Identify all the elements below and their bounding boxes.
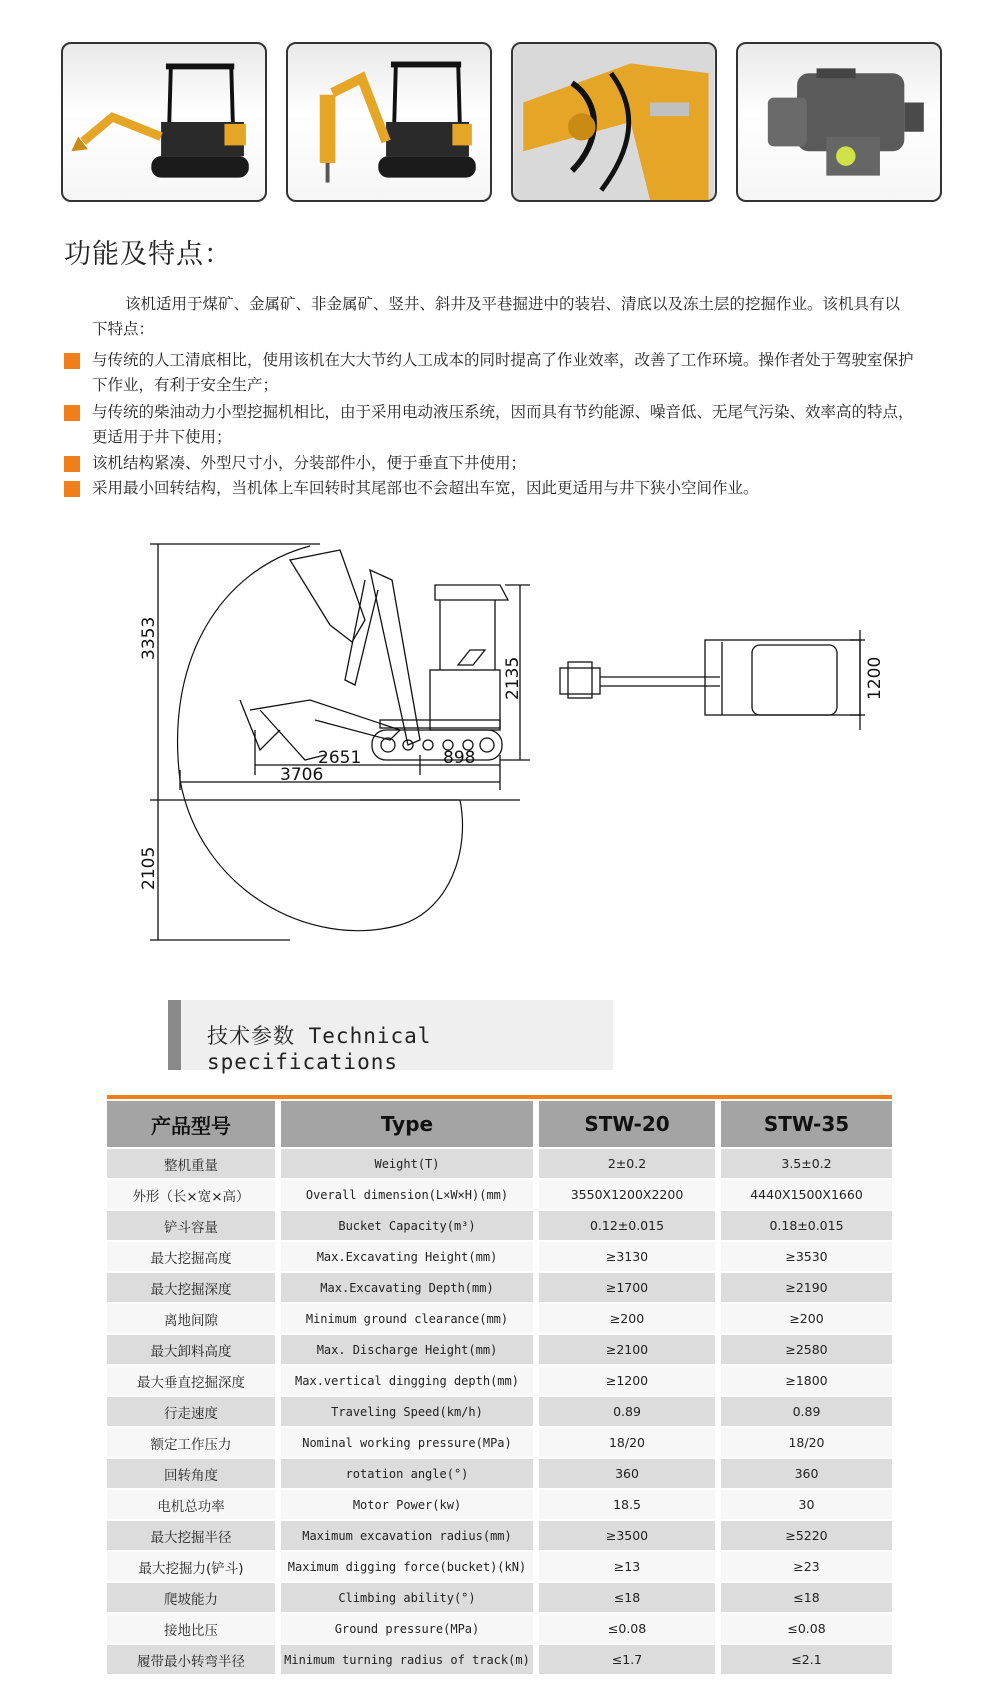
spec-section-title: 技术参数 Technical specifications — [207, 1024, 432, 1074]
dim-max-depth: 2105 — [140, 846, 159, 890]
table-row — [107, 1211, 892, 1240]
cell-stw35: ≥2190 — [721, 1273, 892, 1302]
cell-stw35: 0.18±0.015 — [721, 1211, 892, 1240]
dim-reach-front: 2651 — [318, 748, 362, 768]
cell-param-en: Maximum excavation radius(mm) — [281, 1521, 533, 1550]
cell-stw20: ≥1200 — [539, 1366, 715, 1395]
dim-cab-height: 2135 — [503, 656, 523, 700]
dimension-diagram — [140, 530, 940, 970]
cell-param-en: rotation angle(°) — [281, 1459, 533, 1488]
table-row — [107, 1614, 892, 1643]
photo-strip — [61, 42, 951, 204]
feature-bullet-text: 采用最小回转结构，当机体上车回转时其尾部也不会超出车宽，因此更适用与井下狭小空间作业。 — [92, 479, 759, 497]
cell-stw35: ≥1800 — [721, 1366, 892, 1395]
cell-param-cn: 整机重量 — [107, 1149, 275, 1178]
excavator-scaling-arm-photo — [61, 42, 267, 202]
cell-stw35: 360 — [721, 1459, 892, 1488]
cell-stw35: ≥2580 — [721, 1335, 892, 1364]
cell-stw20: 0.12±0.015 — [539, 1211, 715, 1240]
cell-stw20: ≤0.08 — [539, 1614, 715, 1643]
table-row — [107, 1428, 892, 1457]
cell-param-en: Max.Excavating Height(mm) — [281, 1242, 533, 1271]
cell-stw20: ≥200 — [539, 1304, 715, 1333]
cell-param-cn: 爬坡能力 — [107, 1583, 275, 1612]
boom-hydraulic-closeup-photo — [511, 42, 717, 202]
cell-param-cn: 最大挖掘半径 — [107, 1521, 275, 1550]
cell-param-cn: 铲斗容量 — [107, 1211, 275, 1240]
cell-param-en: Max. Discharge Height(mm) — [281, 1335, 533, 1364]
cell-stw20: 18.5 — [539, 1490, 715, 1519]
cell-param-en: Nominal working pressure(MPa) — [281, 1428, 533, 1457]
header-model: 产品型号 — [107, 1101, 275, 1147]
cell-param-en: Max.Excavating Depth(mm) — [281, 1273, 533, 1302]
cell-stw35: 4440X1500X1660 — [721, 1180, 892, 1209]
cell-stw35: ≥200 — [721, 1304, 892, 1333]
dim-tail: 898 — [443, 748, 476, 768]
cell-stw35: ≥23 — [721, 1552, 892, 1581]
cell-param-en: Weight(T) — [281, 1149, 533, 1178]
header-type: Type — [281, 1101, 533, 1147]
table-row — [107, 1149, 892, 1178]
cell-param-cn: 离地间隙 — [107, 1304, 275, 1333]
cell-stw35: ≥3530 — [721, 1242, 892, 1271]
cell-param-cn: 履带最小转弯半径 — [107, 1645, 275, 1674]
cell-stw35: 3.5±0.2 — [721, 1149, 892, 1178]
table-row — [107, 1645, 892, 1674]
table-row — [107, 1180, 892, 1209]
spec-table — [107, 1095, 892, 1676]
cell-stw35: ≤18 — [721, 1583, 892, 1612]
features-intro: 该机适用于煤矿、金属矿、非金属矿、竖井、斜井及平巷掘进中的装岩、清底以及冻土层的挖掘作业。该机具有以下特点： — [92, 295, 901, 338]
cell-param-cn: 最大挖掘力(铲斗) — [107, 1552, 275, 1581]
table-row — [107, 1459, 892, 1488]
cell-param-cn: 最大垂直挖掘深度 — [107, 1366, 275, 1395]
table-row — [107, 1521, 892, 1550]
cell-param-en: Max.vertical dingging depth(mm) — [281, 1366, 533, 1395]
feature-bullet-text: 该机结构紧凑、外型尺寸小，分装部件小，便于垂直下井使用； — [92, 454, 527, 472]
table-header-row — [107, 1101, 892, 1147]
orange-square-icon — [64, 481, 80, 497]
cell-param-cn: 额定工作压力 — [107, 1428, 275, 1457]
cell-param-cn: 最大卸料高度 — [107, 1335, 275, 1364]
cell-param-cn: 最大挖掘深度 — [107, 1273, 275, 1302]
dim-width: 1200 — [865, 656, 885, 700]
table-row — [107, 1273, 892, 1302]
header-stw35: STW-35 — [721, 1101, 892, 1147]
cell-stw20: ≤18 — [539, 1583, 715, 1612]
cell-param-cn: 电机总功率 — [107, 1490, 275, 1519]
table-row — [107, 1335, 892, 1364]
cell-stw20: ≥13 — [539, 1552, 715, 1581]
cell-param-en: Ground pressure(MPa) — [281, 1614, 533, 1643]
cell-stw20: 360 — [539, 1459, 715, 1488]
cell-param-en: Overall dimension(L×W×H)(mm) — [281, 1180, 533, 1209]
cell-param-cn: 最大挖掘高度 — [107, 1242, 275, 1271]
dim-max-height: 3353 — [140, 616, 159, 660]
feature-bullet — [64, 400, 924, 450]
hydraulic-pump-photo — [736, 42, 942, 202]
features-title: 功能及特点： — [64, 239, 232, 270]
cell-param-en: Climbing ability(°) — [281, 1583, 533, 1612]
table-row — [107, 1490, 892, 1519]
feature-bullet — [64, 451, 924, 476]
cell-stw20: ≥1700 — [539, 1273, 715, 1302]
cell-stw20: 3550X1200X2200 — [539, 1180, 715, 1209]
table-row — [107, 1552, 892, 1581]
table-row — [107, 1583, 892, 1612]
table-row — [107, 1397, 892, 1426]
orange-square-icon — [64, 456, 80, 472]
cell-param-en: Minimum ground clearance(mm) — [281, 1304, 533, 1333]
cell-param-cn: 行走速度 — [107, 1397, 275, 1426]
cell-stw20: ≥3130 — [539, 1242, 715, 1271]
cell-stw20: 0.89 — [539, 1397, 715, 1426]
cell-param-en: Minimum turning radius of track(m) — [281, 1645, 533, 1674]
cell-param-en: Maximum digging force(bucket)(kN) — [281, 1552, 533, 1581]
feature-bullet-text: 与传统的柴油动力小型挖掘机相比，由于采用电动液压系统，因而具有节约能源、噪音低、无尾气污染、效率高的特点，更适用于井下使用； — [92, 403, 914, 446]
cell-stw35: 30 — [721, 1490, 892, 1519]
cell-stw35: 18/20 — [721, 1428, 892, 1457]
cell-param-cn: 外形（长×宽×高） — [107, 1180, 275, 1209]
cell-stw20: 18/20 — [539, 1428, 715, 1457]
cell-stw35: ≤2.1 — [721, 1645, 892, 1674]
spec-section-header — [168, 1000, 613, 1074]
cell-stw20: ≥2100 — [539, 1335, 715, 1364]
table-row — [107, 1242, 892, 1271]
feature-bullet-text: 与传统的人工清底相比，使用该机在大大节约人工成本的同时提高了作业效率，改善了工作环境。操作者处于驾驶室保护下作业，有利于安全生产； — [92, 351, 914, 394]
cell-param-en: Traveling Speed(km/h) — [281, 1397, 533, 1426]
cell-stw20: 2±0.2 — [539, 1149, 715, 1178]
cell-stw35: 0.89 — [721, 1397, 892, 1426]
cell-param-cn: 回转角度 — [107, 1459, 275, 1488]
orange-square-icon — [64, 353, 80, 369]
cell-stw20: ≤1.7 — [539, 1645, 715, 1674]
cell-param-en: Motor Power(kw) — [281, 1490, 533, 1519]
cell-param-cn: 接地比压 — [107, 1614, 275, 1643]
excavator-breaker-photo — [286, 42, 492, 202]
cell-stw35: ≤0.08 — [721, 1614, 892, 1643]
cell-param-en: Bucket Capacity(m³) — [281, 1211, 533, 1240]
cell-stw35: ≥5220 — [721, 1521, 892, 1550]
table-row — [107, 1304, 892, 1333]
dim-max-reach: 3706 — [280, 765, 324, 785]
orange-square-icon — [64, 405, 80, 421]
cell-stw20: ≥3500 — [539, 1521, 715, 1550]
feature-bullet — [64, 476, 924, 501]
header-stw20: STW-20 — [539, 1101, 715, 1147]
feature-bullet — [64, 348, 924, 398]
table-row — [107, 1366, 892, 1395]
